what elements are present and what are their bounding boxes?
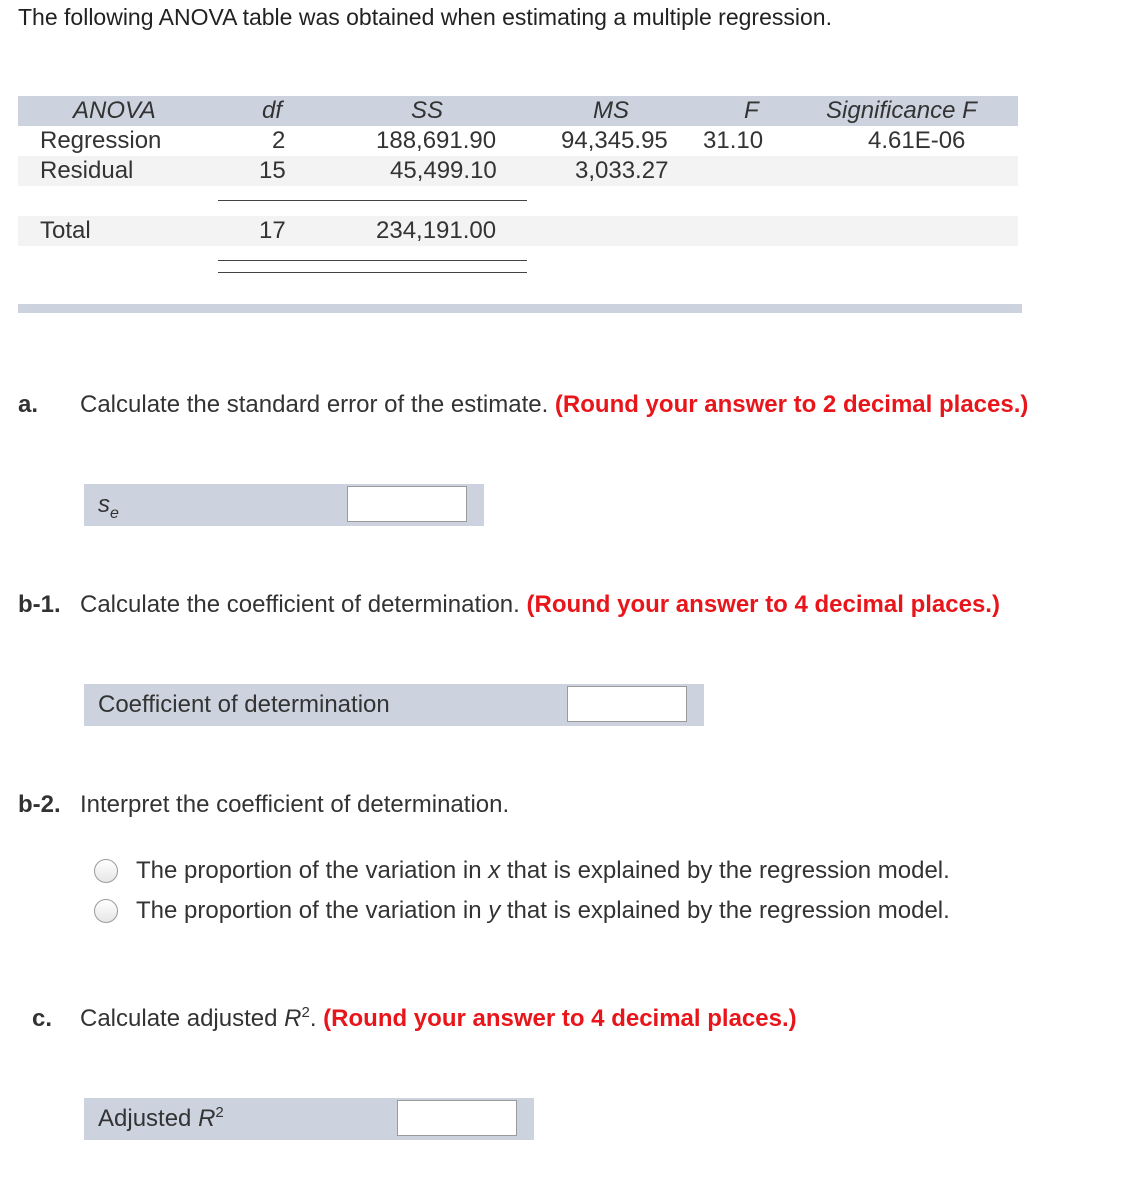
coefficient-input[interactable] — [567, 686, 687, 722]
option-x-text — [136, 857, 950, 885]
header-ms: MS — [593, 97, 629, 124]
option-y-text — [136, 897, 950, 925]
option-x-post: that is explained by the regression model. — [500, 857, 950, 884]
question-a-label: a. — [18, 391, 39, 418]
total-df: 17 — [259, 217, 286, 244]
question-c-text — [80, 1005, 317, 1032]
question-c-text-sup: 2 — [301, 1004, 310, 1021]
subtotal-rule — [218, 200, 527, 201]
regression-f: 31.10 — [703, 127, 764, 154]
option-y-variation[interactable] — [94, 897, 950, 925]
question-b2-label: b-2. — [18, 791, 61, 818]
header-significance-f: Significance F — [826, 97, 977, 124]
question-c — [18, 1005, 797, 1033]
option-y-pre: The proportion of the variation in — [136, 897, 489, 924]
se-input[interactable] — [347, 486, 467, 522]
se-label — [98, 484, 119, 535]
coefficient-label: Coefficient of determination — [98, 691, 390, 718]
residual-row-band — [18, 156, 1018, 186]
question-c-text-post: . — [309, 1005, 317, 1032]
residual-label: Residual — [40, 157, 134, 184]
option-x-pre: The proportion of the variation in — [136, 857, 489, 884]
adjusted-r2-label-var: R — [198, 1105, 216, 1132]
residual-ms: 3,033.27 — [575, 157, 669, 184]
option-y-post: that is explained by the regression model. — [500, 897, 950, 924]
se-label-sub: e — [110, 504, 119, 522]
regression-ss: 188,691.90 — [376, 127, 497, 154]
adjusted-r2-label-pre: Adjusted — [98, 1105, 199, 1132]
option-y-radio[interactable] — [94, 899, 118, 923]
answer-row-adjusted-r2 — [84, 1098, 534, 1140]
question-b2 — [18, 791, 509, 819]
regression-label: Regression — [40, 127, 162, 154]
option-x-var: x — [488, 857, 501, 884]
residual-ss: 45,499.10 — [390, 157, 497, 184]
header-df: df — [262, 97, 283, 124]
question-b1-note: (Round your answer to 4 decimal places.) — [526, 591, 1000, 618]
question-b1-text: Calculate the coefficient of determination. — [80, 591, 520, 618]
question-c-text-pre: Calculate adjusted — [80, 1005, 285, 1032]
answer-row-se — [84, 484, 484, 526]
total-row-band — [18, 216, 1018, 246]
adjusted-r2-input[interactable] — [397, 1100, 517, 1136]
option-y-var: y — [488, 897, 501, 924]
adjusted-r2-label — [98, 1098, 224, 1140]
table-bottom-bar — [18, 304, 1022, 313]
header-anova: ANOVA — [73, 97, 156, 124]
total-ss: 234,191.00 — [376, 217, 497, 244]
regression-significance-f: 4.61E-06 — [868, 127, 966, 154]
question-c-text-var: R — [284, 1005, 302, 1032]
question-a — [18, 391, 1028, 419]
answer-row-coefficient — [84, 684, 704, 726]
question-b1-label: b-1. — [18, 591, 61, 618]
question-a-note: (Round your answer to 2 decimal places.) — [554, 391, 1029, 418]
question-a-text: Calculate the standard error of the estimate. — [80, 391, 549, 418]
question-b1 — [18, 591, 1000, 619]
question-c-note: (Round your answer to 4 decimal places.) — [323, 1005, 797, 1032]
regression-df: 2 — [272, 127, 286, 154]
residual-df: 15 — [259, 157, 286, 184]
question-c-label: c. — [32, 1005, 53, 1032]
option-x-radio[interactable] — [94, 859, 118, 883]
se-label-main: s — [98, 491, 110, 518]
adjusted-r2-label-sup: 2 — [215, 1104, 224, 1121]
header-f: F — [744, 97, 759, 124]
question-b2-text: Interpret the coefficient of determination. — [80, 791, 510, 818]
header-ss: SS — [411, 97, 444, 124]
intro-text: The following ANOVA table was obtained when estimating a multiple regression. — [18, 4, 832, 30]
total-label: Total — [40, 217, 91, 244]
regression-ms: 94,345.95 — [561, 127, 668, 154]
option-x-variation[interactable] — [94, 857, 950, 885]
total-double-rule-top — [218, 260, 527, 261]
total-double-rule-bottom — [218, 272, 527, 273]
